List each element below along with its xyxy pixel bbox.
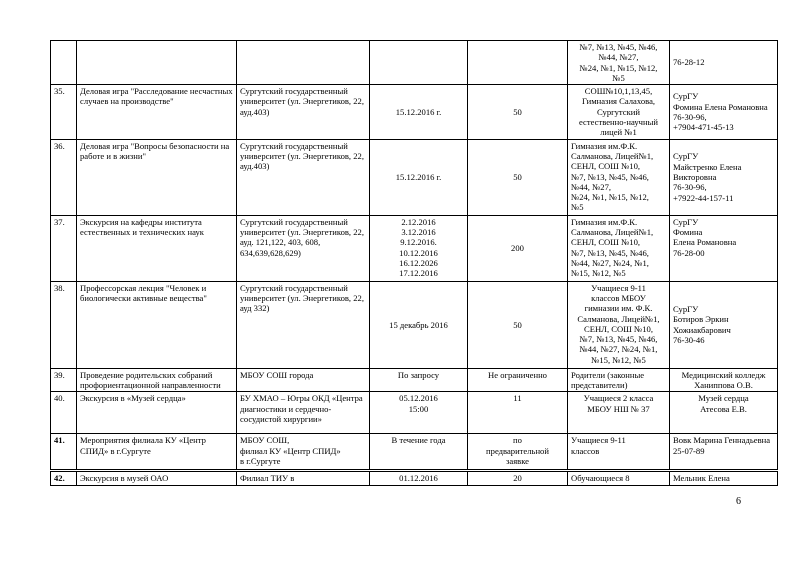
date-cell: 01.12.2016 [370, 471, 468, 485]
date-cell: 15.12.2016 г. [370, 85, 468, 139]
row-number: 36. [51, 139, 77, 215]
table-row [51, 139, 778, 215]
participants-cell: Обучающиеся 8 [568, 471, 670, 485]
participants-cell: Учащиеся 2 класса МБОУ НШ № 37 [568, 392, 670, 434]
contact-cell: СурГУ Ботиров Эркин Хожиакбарович 76-30-46 [670, 281, 778, 368]
event-cell: Экскурсия в музей ОАО [77, 471, 237, 485]
contact-cell: 76-28-12 [670, 41, 778, 85]
count-cell: 50 [468, 281, 568, 368]
place-cell [237, 41, 370, 85]
date-cell: По запросу [370, 368, 468, 392]
event-cell [77, 41, 237, 85]
place-cell: МБОУ СОШ, филиал КУ «Центр СПИД» в г.Сургуте [237, 434, 370, 471]
row-number: 37. [51, 215, 77, 281]
place-cell: Сургутский государственный университет (ул. Энергетиков, 22, ауд. 121,122, 403, 608, 634,639,628,629) [237, 215, 370, 281]
participants-cell: Гимназия им.Ф.К. Салманова, Лицей№1, СЕНЛ, СОШ №10, №7, №13, №45, №46, №44, №27, №24, №1, №15, №12, №5 [568, 215, 670, 281]
contact-cell: СурГУ Фомина Елена Романовна 76-28-00 [670, 215, 778, 281]
event-cell: Экскурсия в «Музей сердца» [77, 392, 237, 434]
count-cell: по предварительной заявке [468, 434, 568, 471]
contact-cell: Вовк Марина Геннадьевна 25-07-89 [670, 434, 778, 471]
event-cell: Профессорская лекция "Человек и биологически активные вещества" [77, 281, 237, 368]
place-cell: Сургутский государственный университет (ул. Энергетиков, 22, ауд 332) [237, 281, 370, 368]
date-cell: 05.12.2016 15:00 [370, 392, 468, 434]
row-number [51, 41, 77, 85]
contact-cell: Музей сердца Атесова Е.В. [670, 392, 778, 434]
contact-cell: СурГУ Майстренко Елена Викторовна 76-30-96, +7922-44-157-11 [670, 139, 778, 215]
row-number: 39. [51, 368, 77, 392]
participants-cell: №7, №13, №45, №46, №44, №27, №24, №1, №15, №12, №5 [568, 41, 670, 85]
place-cell: Филиал ТИУ в [237, 471, 370, 485]
table-row [51, 281, 778, 368]
row-number: 40. [51, 392, 77, 434]
place-cell: Сургутский государственный университет (ул. Энергетиков, 22, ауд.403) [237, 139, 370, 215]
place-cell: Сургутский государственный университет (ул. Энергетиков, 22, ауд.403) [237, 85, 370, 139]
row-number: 41. [51, 434, 77, 471]
contact-cell: СурГУ Фомина Елена Романовна 76-30-96, +7904-471-45-13 [670, 85, 778, 139]
place-cell: БУ ХМАО – Югры ОКД «Центра диагностики и сердечно-сосудистой хирургии» [237, 392, 370, 434]
participants-cell: Гимназия им.Ф.К. Салманова, Лицей№1, СЕНЛ, СОШ №10, №7, №13, №45, №46, №44, №27, №24, №1, №15, №12, №5 [568, 139, 670, 215]
table-row [51, 392, 778, 434]
date-cell: 15.12.2016 г. [370, 139, 468, 215]
count-cell: 50 [468, 139, 568, 215]
count-cell: 11 [468, 392, 568, 434]
count-cell: 20 [468, 471, 568, 485]
table-row [51, 434, 778, 471]
table-row [51, 471, 778, 485]
count-cell: 50 [468, 85, 568, 139]
events-table [50, 40, 778, 486]
contact-cell: Мельник Елена [670, 471, 778, 485]
count-cell: Не ограниченно [468, 368, 568, 392]
count-cell [468, 41, 568, 85]
event-cell: Деловая игра "Расследование несчастных случаев на производстве" [77, 85, 237, 139]
date-cell: 15 декабрь 2016 [370, 281, 468, 368]
row-number: 38. [51, 281, 77, 368]
participants-cell: СОШ№10,1,13,45, Гимназия Салахова, Сургутский естественно-научный лицей №1 [568, 85, 670, 139]
table-row [51, 368, 778, 392]
participants-cell: Родители (законные представители) [568, 368, 670, 392]
date-cell [370, 41, 468, 85]
document-page [50, 40, 777, 486]
table-row [51, 85, 778, 139]
count-cell: 200 [468, 215, 568, 281]
contact-cell: Медицинский колледж Ханиппова О.В. [670, 368, 778, 392]
event-cell: Мероприятия филиала КУ «Центр СПИД» в г.Сургуте [77, 434, 237, 471]
page-number: 6 [736, 496, 741, 507]
table-row [51, 41, 778, 85]
row-number: 35. [51, 85, 77, 139]
date-cell: В течение года [370, 434, 468, 471]
event-cell: Экскурсия на кафедры института естественных и технических наук [77, 215, 237, 281]
date-cell: 2.12.2016 3.12.2016 9.12.2016. 10.12.2016 16.12.2026 17.12.2016 [370, 215, 468, 281]
place-cell: МБОУ СОШ города [237, 368, 370, 392]
row-number: 42. [51, 471, 77, 485]
event-cell: Деловая игра "Вопросы безопасности на работе и в жизни" [77, 139, 237, 215]
table-row [51, 215, 778, 281]
participants-cell: Учащиеся 9-11 классов [568, 434, 670, 471]
participants-cell: Учащиеся 9-11 классов МБОУ гимназии им. Ф.К. Салманова, Лицей№1, СЕНЛ, СОШ №10, №7, №13, №45, №46, №44, №27, №24, №1, №15, №12, №5 [568, 281, 670, 368]
event-cell: Проведение родительских собраний профориентационной направленности [77, 368, 237, 392]
